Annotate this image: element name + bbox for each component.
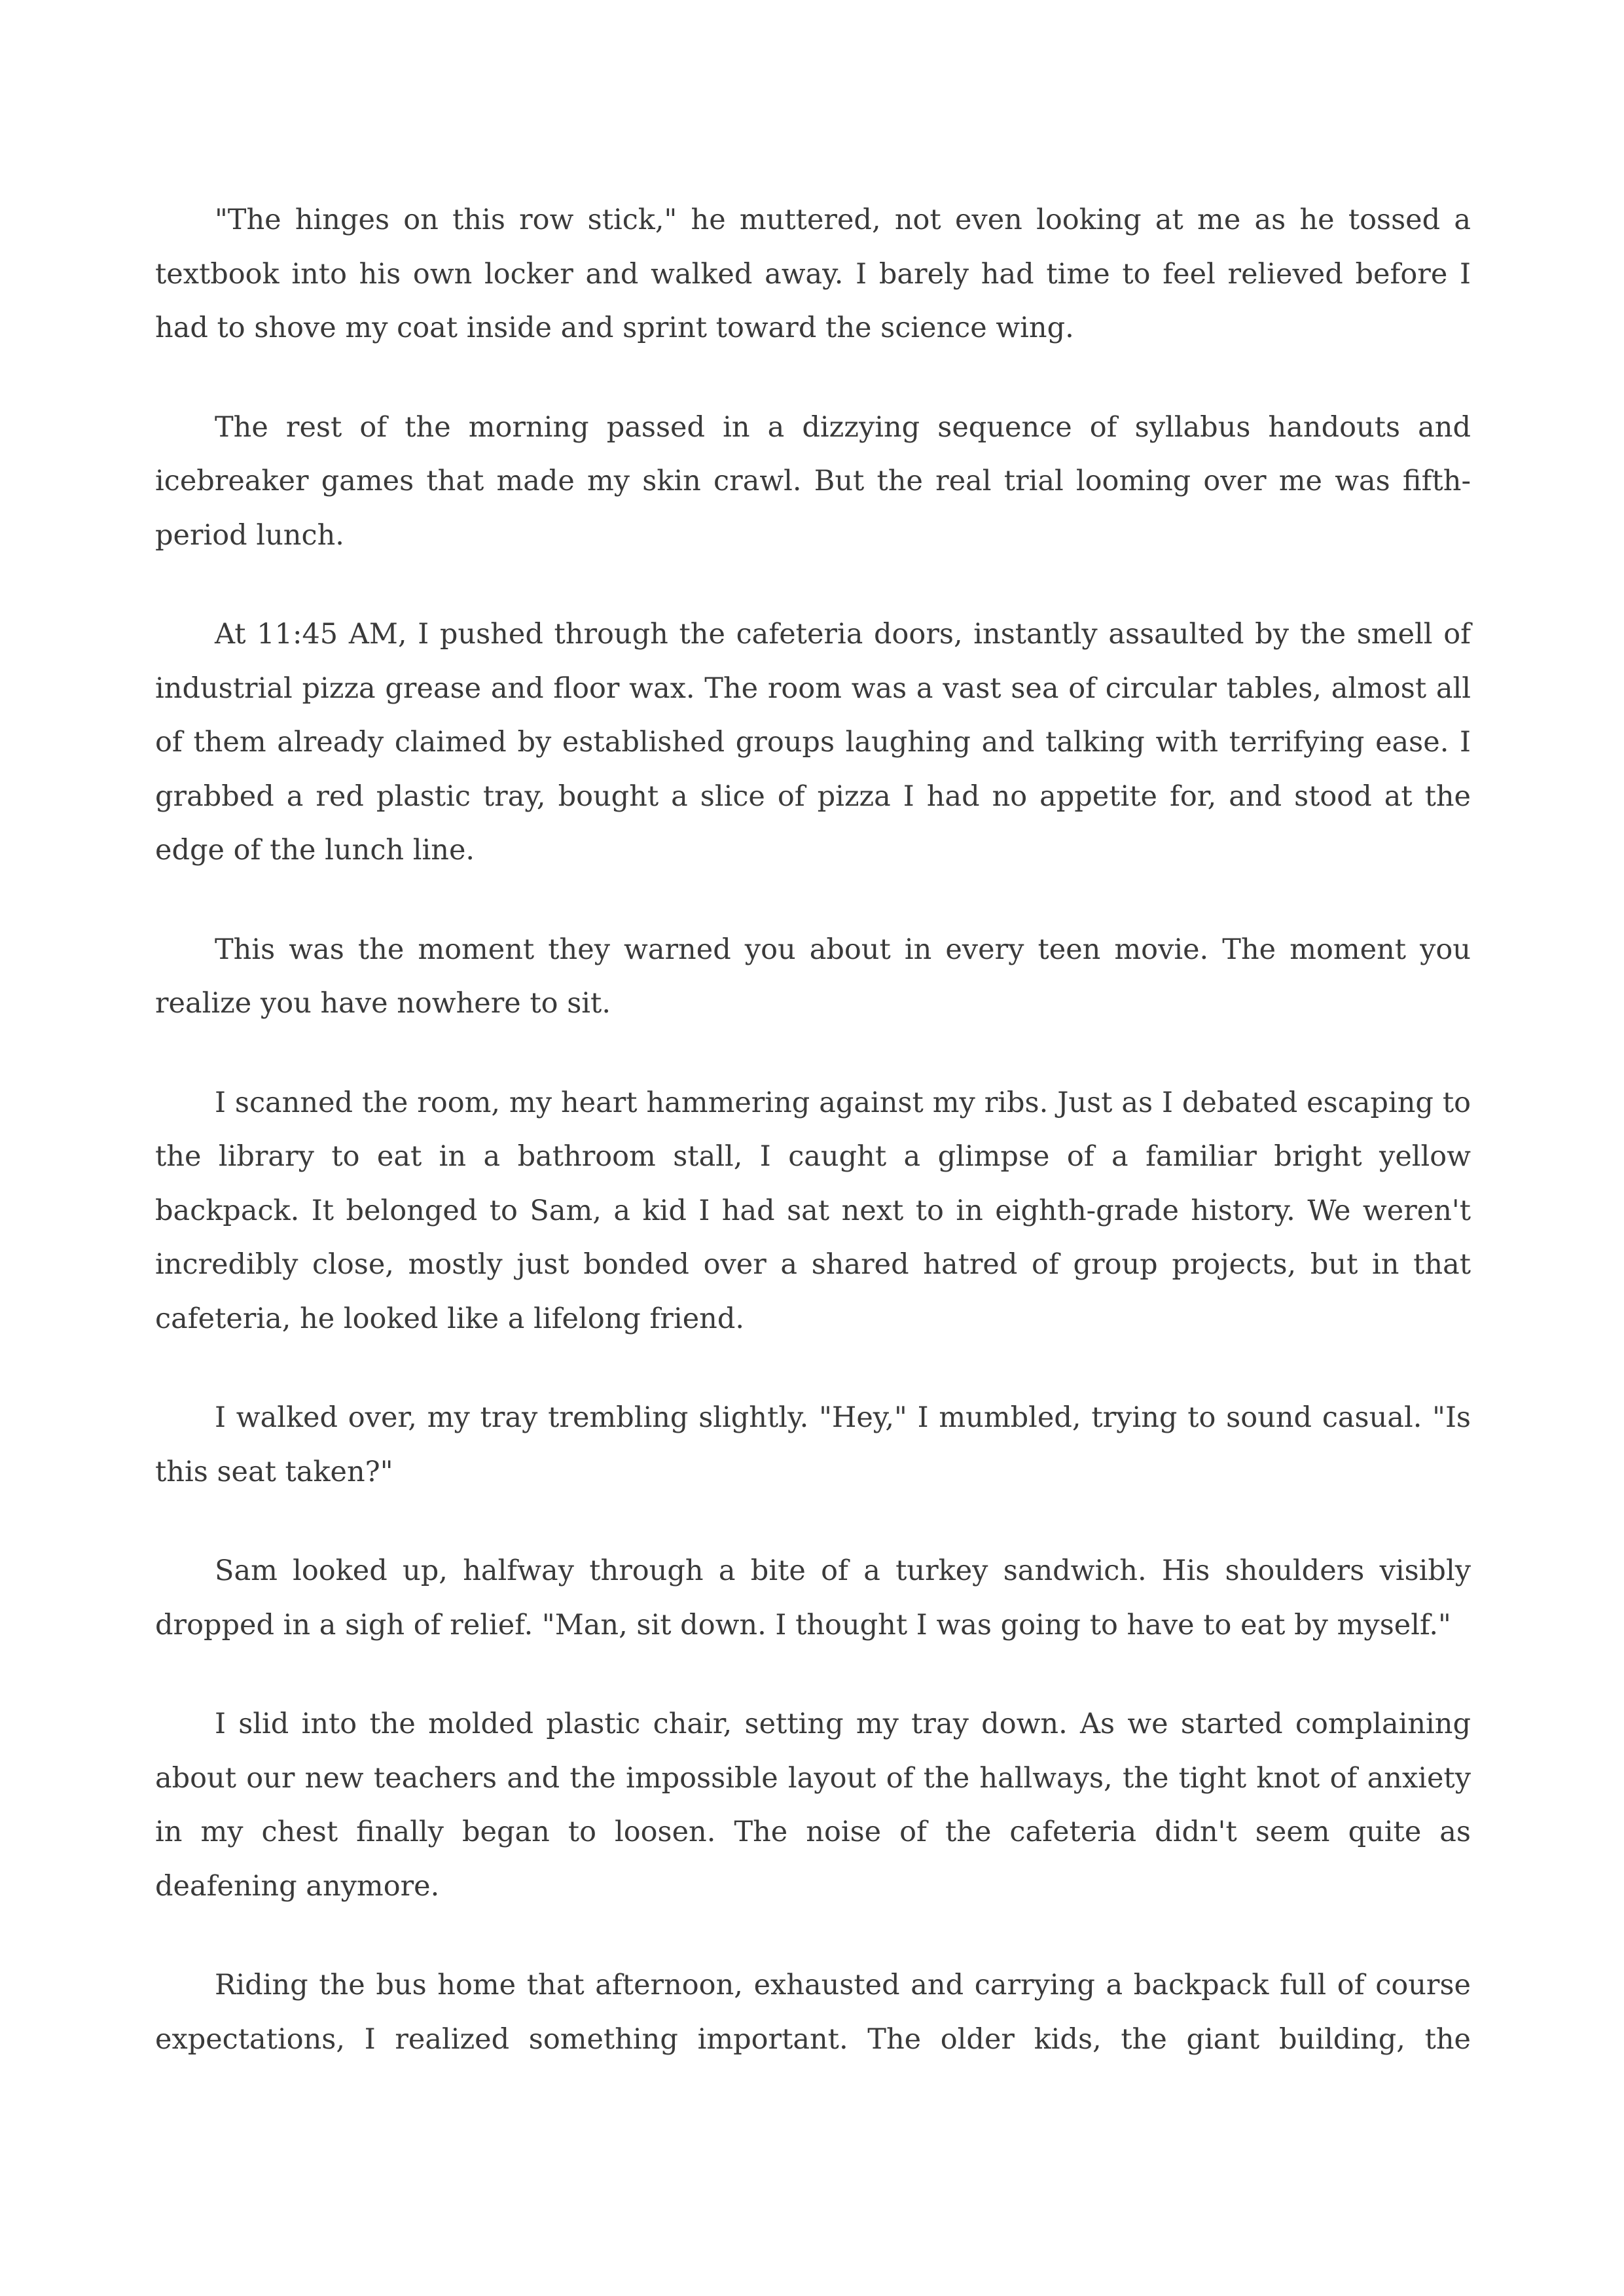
paragraph-scanning-room: I scanned the room, my heart hammering against my ribs. Just as I debated escaping to the library to eat in a bathroom stall, I caught a glimpse of a familiar bright yellow backpack. It belonged to Sam, a kid I had sat next to in eighth-grade history. We weren't incredibly close, mostly just bonded over a shared hatred of group projects, but in that cafeteria, he looked like a lifelong friend. — [155, 1086, 1471, 1335]
paragraph-morning: The rest of the morning passed in a dizzying sequence of syllabus handouts and icebreaker games that made my skin crawl. But the real trial looming over me was fifth-period lunch. — [155, 410, 1471, 552]
paragraph-locker-hinges: "The hinges on this row stick," he muttered, not even looking at me as he tossed a textbook into his own locker and walked away. I barely had time to feel relieved before I had to shove my coat inside and sprint toward the science wing. — [155, 204, 1471, 344]
paragraph-sat-down: I slid into the molded plastic chair, setting my tray down. As we started complaining about our new teachers and the impossible layout of the hallways, the tight knot of anxiety in my chest finally began to loosen. The noise of the cafeteria didn't seem quite as deafening anymore. — [155, 1708, 1471, 1903]
paragraph-bus-home: Riding the bus home that afternoon, exhausted and carrying a backpack full of course expectations, I realized something important. The older kids, the giant building, the — [155, 1969, 1471, 2056]
paragraph-walked-over: I walked over, my tray trembling slightly. "Hey," I mumbled, trying to sound casual. "Is this seat taken?" — [155, 1401, 1471, 1488]
paragraph-sam-relief: Sam looked up, halfway through a bite of a turkey sandwich. His shoulders visibly dropped in a sigh of relief. "Man, sit down. I thought I was going to have to eat by myself." — [155, 1554, 1471, 1641]
body-text — [155, 193, 1471, 2066]
paragraph-cafeteria: At 11:45 AM, I pushed through the cafeteria doors, instantly assaulted by the smell of industrial pizza grease and floor wax. The room was a vast sea of circular tables, almost all of them already claimed by established groups laughing and talking with terrifying ease. I grabbed a red plastic tray, bought a slice of pizza I had no appetite for, and stood at the edge of the lunch line. — [155, 618, 1471, 867]
paragraph-teen-movie: This was the moment they warned you about in every teen movie. The moment you realize you have nowhere to sit. — [155, 933, 1471, 1020]
